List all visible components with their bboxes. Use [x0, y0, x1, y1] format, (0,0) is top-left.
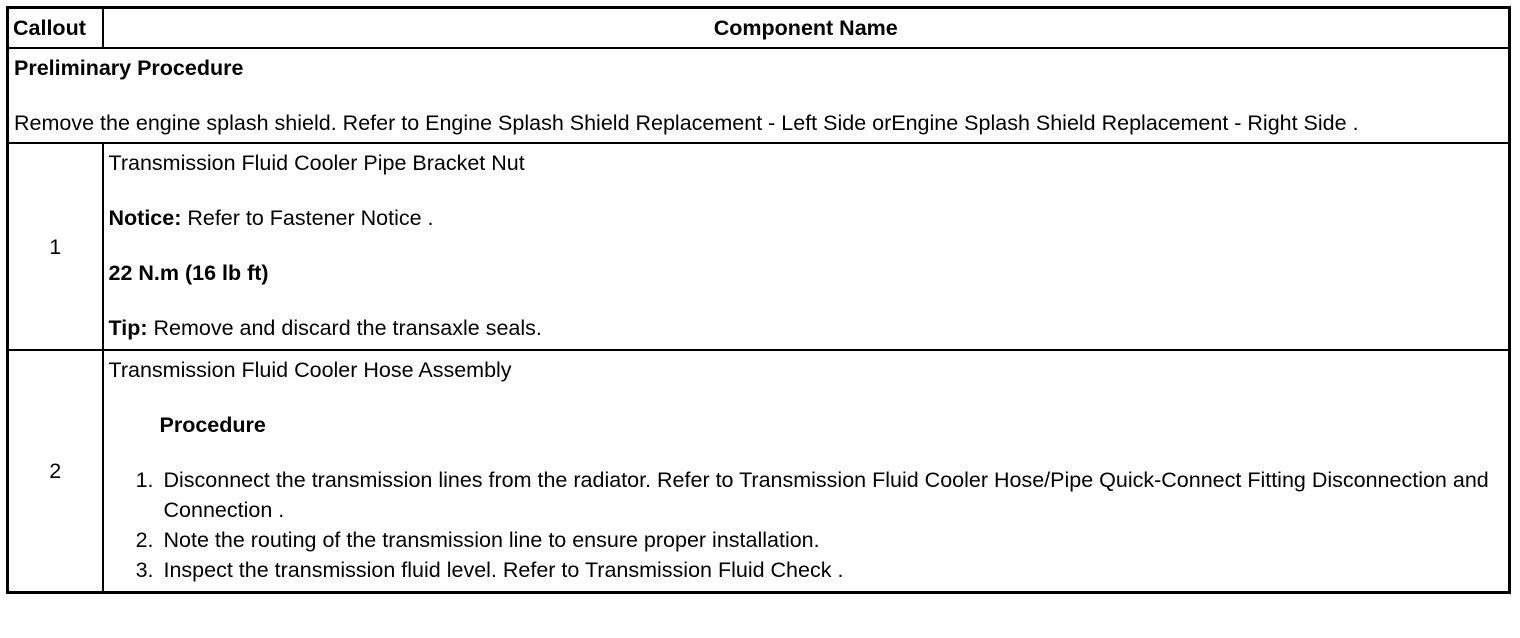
preliminary-text: Remove the engine splash shield. Refer to Engine Splash Shield Replacement - Left Side orEngine Splash Shield Replacement - Right Side .	[14, 111, 1359, 135]
preliminary-title: Preliminary Procedure	[14, 56, 244, 80]
component-table	[6, 6, 1511, 594]
procedure-step: 1. Disconnect the transmission lines from the radiator. Refer to Transmission Fluid Cooler Hose/Pipe Quick-Connect Fitting Disconnection and Connection .	[160, 465, 1504, 525]
tip-line	[109, 313, 1504, 343]
preliminary-cell	[8, 48, 1510, 143]
component-name-header: Component Name	[103, 8, 1510, 49]
header-row	[8, 8, 1510, 49]
procedure-step: 2. Note the routing of the transmission line to ensure proper installation.	[160, 525, 1504, 555]
torque-spec: 22 N.m (16 lb ft)	[108, 261, 269, 285]
table-row	[8, 143, 1510, 350]
component-cell	[103, 350, 1510, 593]
notice-label: Notice:	[108, 206, 182, 230]
tip-text: Remove and discard the transaxle seals.	[147, 316, 542, 340]
procedure-steps	[109, 465, 1504, 585]
notice-line	[109, 203, 1504, 233]
component-cell	[103, 143, 1510, 350]
table-row	[8, 350, 1510, 593]
procedure-step: 3. Inspect the transmission fluid level. Refer to Transmission Fluid Check .	[160, 555, 1504, 585]
callout-number: 2	[8, 350, 103, 593]
callout-number: 1	[8, 143, 103, 350]
callout-header: Callout	[8, 8, 103, 49]
tip-label: Tip:	[108, 316, 148, 340]
notice-text: Refer to Fastener Notice .	[181, 206, 434, 230]
component-name: Transmission Fluid Cooler Hose Assembly	[108, 358, 512, 382]
preliminary-row	[8, 48, 1510, 143]
component-name: Transmission Fluid Cooler Pipe Bracket Nut	[108, 151, 525, 175]
procedure-title: Procedure	[159, 413, 266, 437]
